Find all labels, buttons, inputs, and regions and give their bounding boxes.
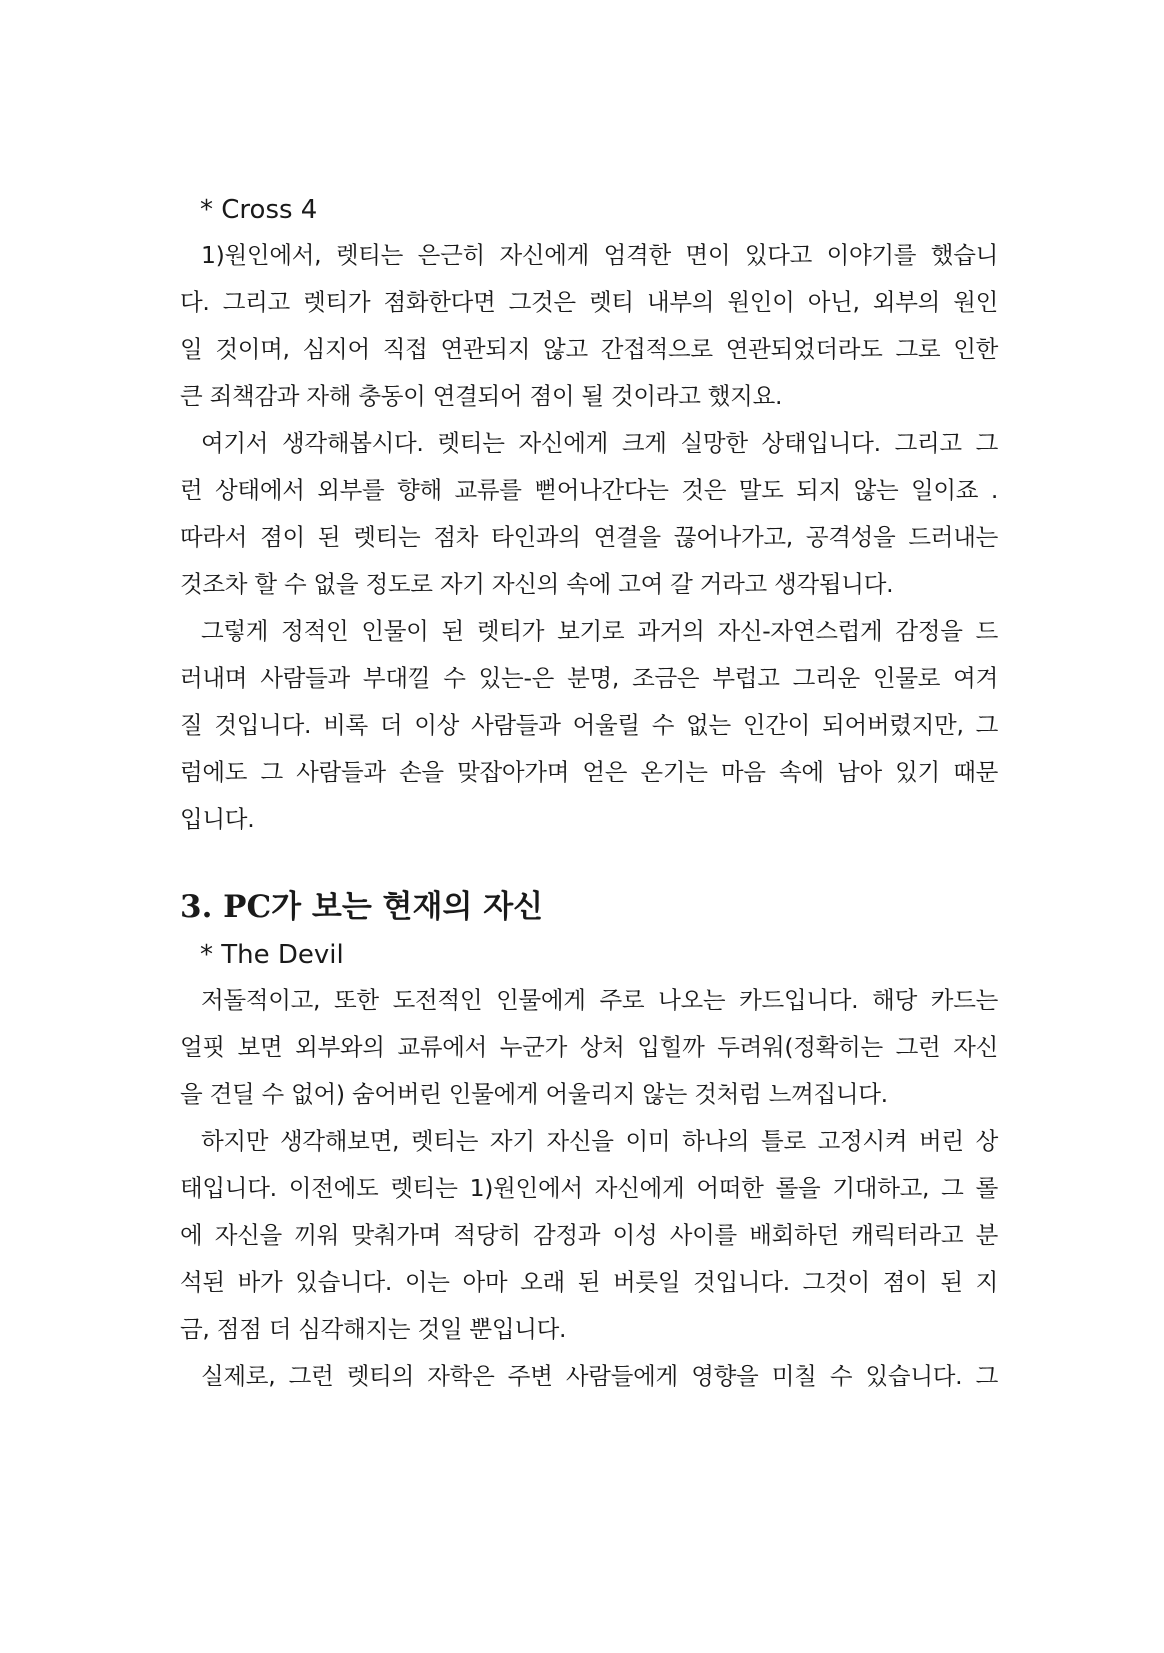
text-line: 여기서 생각해봅시다. 렛티는 자신에게 크게 실망한 상태입니다. 그리고 그 <box>201 429 998 457</box>
text-line: 입니다. <box>180 805 255 833</box>
text-line: 질 것입니다. 비록 더 이상 사람들과 어울릴 수 없는 인간이 되어버렸지만, 그 <box>180 711 998 739</box>
text-line: 실제로, 그런 렛티의 자학은 주변 사람들에게 영향을 미칠 수 있습니다. 그 <box>201 1362 998 1390</box>
text-line: 하지만 생각해보면, 렛티는 자기 자신을 이미 하나의 틀로 고정시켜 버린 상 <box>201 1127 998 1155</box>
cross4-paragraph-1 <box>180 232 998 420</box>
text-line: 큰 죄책감과 자해 충동이 연결되어 졈이 될 것이라고 했지요. <box>180 382 783 410</box>
text-line: 석된 바가 있습니다. 이는 아마 오래 된 버릇일 것입니다. 그것이 졈이 된 지 <box>180 1268 998 1296</box>
cross4-paragraph-3 <box>180 608 998 843</box>
text-line: 을 견딜 수 없어) 숨어버린 인물에게 어울리지 않는 것처럼 느껴집니다. <box>180 1080 888 1108</box>
text-line: 다. 그리고 렛티가 졈화한다면 그것은 렛티 내부의 원인이 아닌, 외부의 원인 <box>180 288 998 316</box>
text-line: 런 상태에서 외부를 향해 교류를 뻗어나간다는 것은 말도 되지 않는 일이죠 . <box>180 476 998 504</box>
text-line: 저돌적이고, 또한 도전적인 인물에게 주로 나오는 카드입니다. 해당 카드는 <box>201 986 998 1014</box>
section3-paragraph-2 <box>180 1118 998 1353</box>
section3-paragraph-1 <box>180 977 998 1118</box>
text-line: 일 것이며, 심지어 직접 연관되지 않고 간접적으로 연관되었더라도 그로 인한 <box>180 335 998 363</box>
text-line: 러내며 사람들과 부대낄 수 있는-은 분명, 조금은 부럽고 그리운 인물로 여겨 <box>180 664 998 692</box>
text-line: 1)원인에서, 렛티는 은근히 자신에게 엄격한 면이 있다고 이야기를 했습니 <box>201 241 998 269</box>
text-line: 것조차 할 수 없을 정도로 자기 자신의 속에 고여 갈 거라고 생각됩니다. <box>180 570 894 598</box>
cross4-heading: * Cross 4 <box>200 195 318 225</box>
text-line: 따라서 졈이 된 렛티는 점차 타인과의 연결을 끊어나가고, 공격성을 드러내는 <box>180 523 998 551</box>
text-line: 럼에도 그 사람들과 손을 맞잡아가며 얻은 온기는 마음 속에 남아 있기 때문 <box>180 758 998 786</box>
section3-paragraph-3 <box>180 1353 998 1400</box>
document-page <box>180 188 998 1400</box>
cross4-paragraph-2 <box>180 420 998 608</box>
text-line: 에 자신을 끼워 맞춰가며 적당히 감정과 이성 사이를 배회하던 캐릭터라고 분 <box>180 1221 998 1249</box>
section-spacer <box>180 843 998 881</box>
the-devil-heading: * The Devil <box>200 940 344 970</box>
text-line: 그렇게 정적인 인물이 된 렛티가 보기로 과거의 자신-자연스럽게 감정을 드 <box>201 617 998 645</box>
section-3-title: 3. PC가 보는 현재의 자신 <box>180 889 544 925</box>
text-line: 얼핏 보면 외부와의 교류에서 누군가 상처 입힐까 두려워(정확히는 그런 자신 <box>180 1033 998 1061</box>
text-line: 금, 점점 더 심각해지는 것일 뿐입니다. <box>180 1315 567 1343</box>
text-line: 태입니다. 이전에도 렛티는 1)원인에서 자신에게 어떠한 롤을 기대하고, 그 롤 <box>180 1174 998 1202</box>
